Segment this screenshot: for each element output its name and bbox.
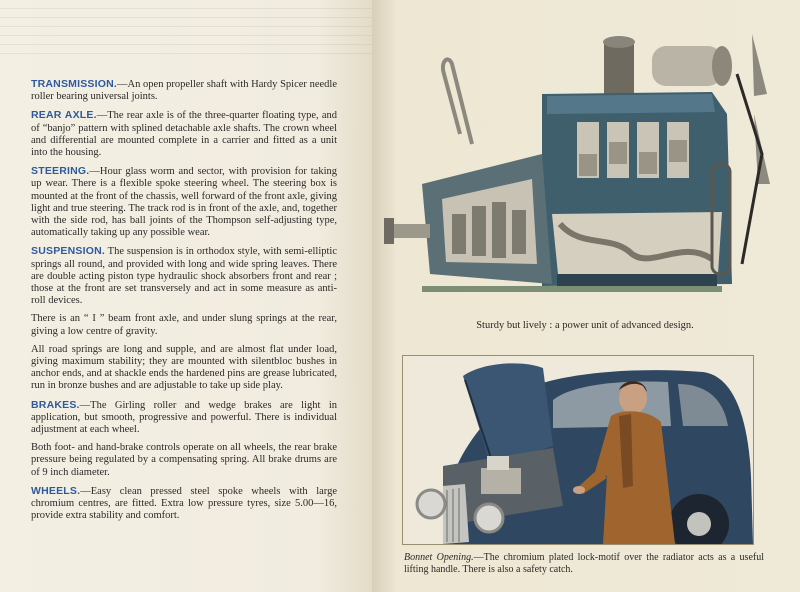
heading-steering: STEERING. — [31, 165, 90, 178]
section-steering: STEERING.—Hour glass worm and sector, with provision for taking up wear. There is a flexible spoke steering wheel. The steering box is mounted at the front of the chassis, well forward of the front axle, giving light and true steering. The track rod is in front of the axle, and, together with the side rod, has ball joints of the Thompson self-adjusting type, automatically taking up any possible wear. — [31, 165, 337, 239]
engine-caption: Sturdy but lively : a power unit of advanced design. — [476, 320, 694, 331]
paper-texture — [0, 0, 372, 60]
heading-suspension: SUSPENSION. — [31, 245, 105, 258]
section-wheels: WHEELS.—Easy clean pressed steel spoke wheels with large chromium centres, are fitted. Extra low pressure tyres, size 5.00—16, provide extra stability and comfort. — [31, 484, 337, 522]
brakes-paragraph-2: Both foot- and hand-brake controls operate on all wheels, the rear brake pressure being regulated by a compensating spring. All brake drums are of 9 inch diameter. — [31, 442, 337, 478]
heading-wheels: WHEELS. — [31, 484, 81, 497]
car-bonnet-photo — [402, 355, 754, 545]
photo-caption-lead: Bonnet Opening. — [404, 552, 474, 563]
section-suspension: SUSPENSION. The suspension is in orthodox style, with semi-elliptic springs all round, and provided with long and wide spring leaves. There are double acting piston type hydraulic shock absorbers front and rear ; those at the front are set transversely and act in some measure as anti-roll devices. — [31, 245, 337, 307]
photo-caption-text: —The chromium plated lock-motif over the radiator acts as a useful lifting handle. There is also a safety catch. — [404, 552, 764, 575]
section-transmission: TRANSMISSION.—An open propeller shaft with Hardy Spicer needle roller bearing universal joints. — [31, 78, 337, 103]
section-rear-axle: REAR AXLE.—The rear axle is of the three-quarter floating type, and of “banjo” pattern with splined detachable axle shafts. The crown wheel and differential are mounted complete in a carrier and fitted as a unit into the housing. — [31, 109, 337, 159]
photo-caption — [404, 552, 764, 575]
car-with-open-bonnet-illustration — [403, 356, 753, 544]
specification-text — [31, 78, 337, 529]
section-brakes: BRAKES.—The Girling roller and wedge brakes are light in application, but smooth, progressive and powerful. There is individual adjustment at each wheel. — [31, 398, 337, 436]
left-page — [0, 0, 372, 592]
suspension-paragraph-2: There is an “ I ” beam front axle, and under slung springs at the rear, giving a low centre of gravity. — [31, 313, 337, 337]
heading-brakes: BRAKES. — [31, 398, 80, 411]
heading-rear-axle: REAR AXLE. — [31, 109, 97, 122]
suspension-paragraph-3: All road springs are long and supple, and are almost flat under load, giving maximum stability; they are mounted with silentbloc bushes in anchor ends, and at shackle ends the hardened pins are grease lubricated, run in bronze bushes and are adjustable to take up side play. — [31, 343, 337, 392]
heading-transmission: TRANSMISSION. — [31, 78, 118, 90]
engine-cutaway-illustration — [382, 34, 772, 316]
